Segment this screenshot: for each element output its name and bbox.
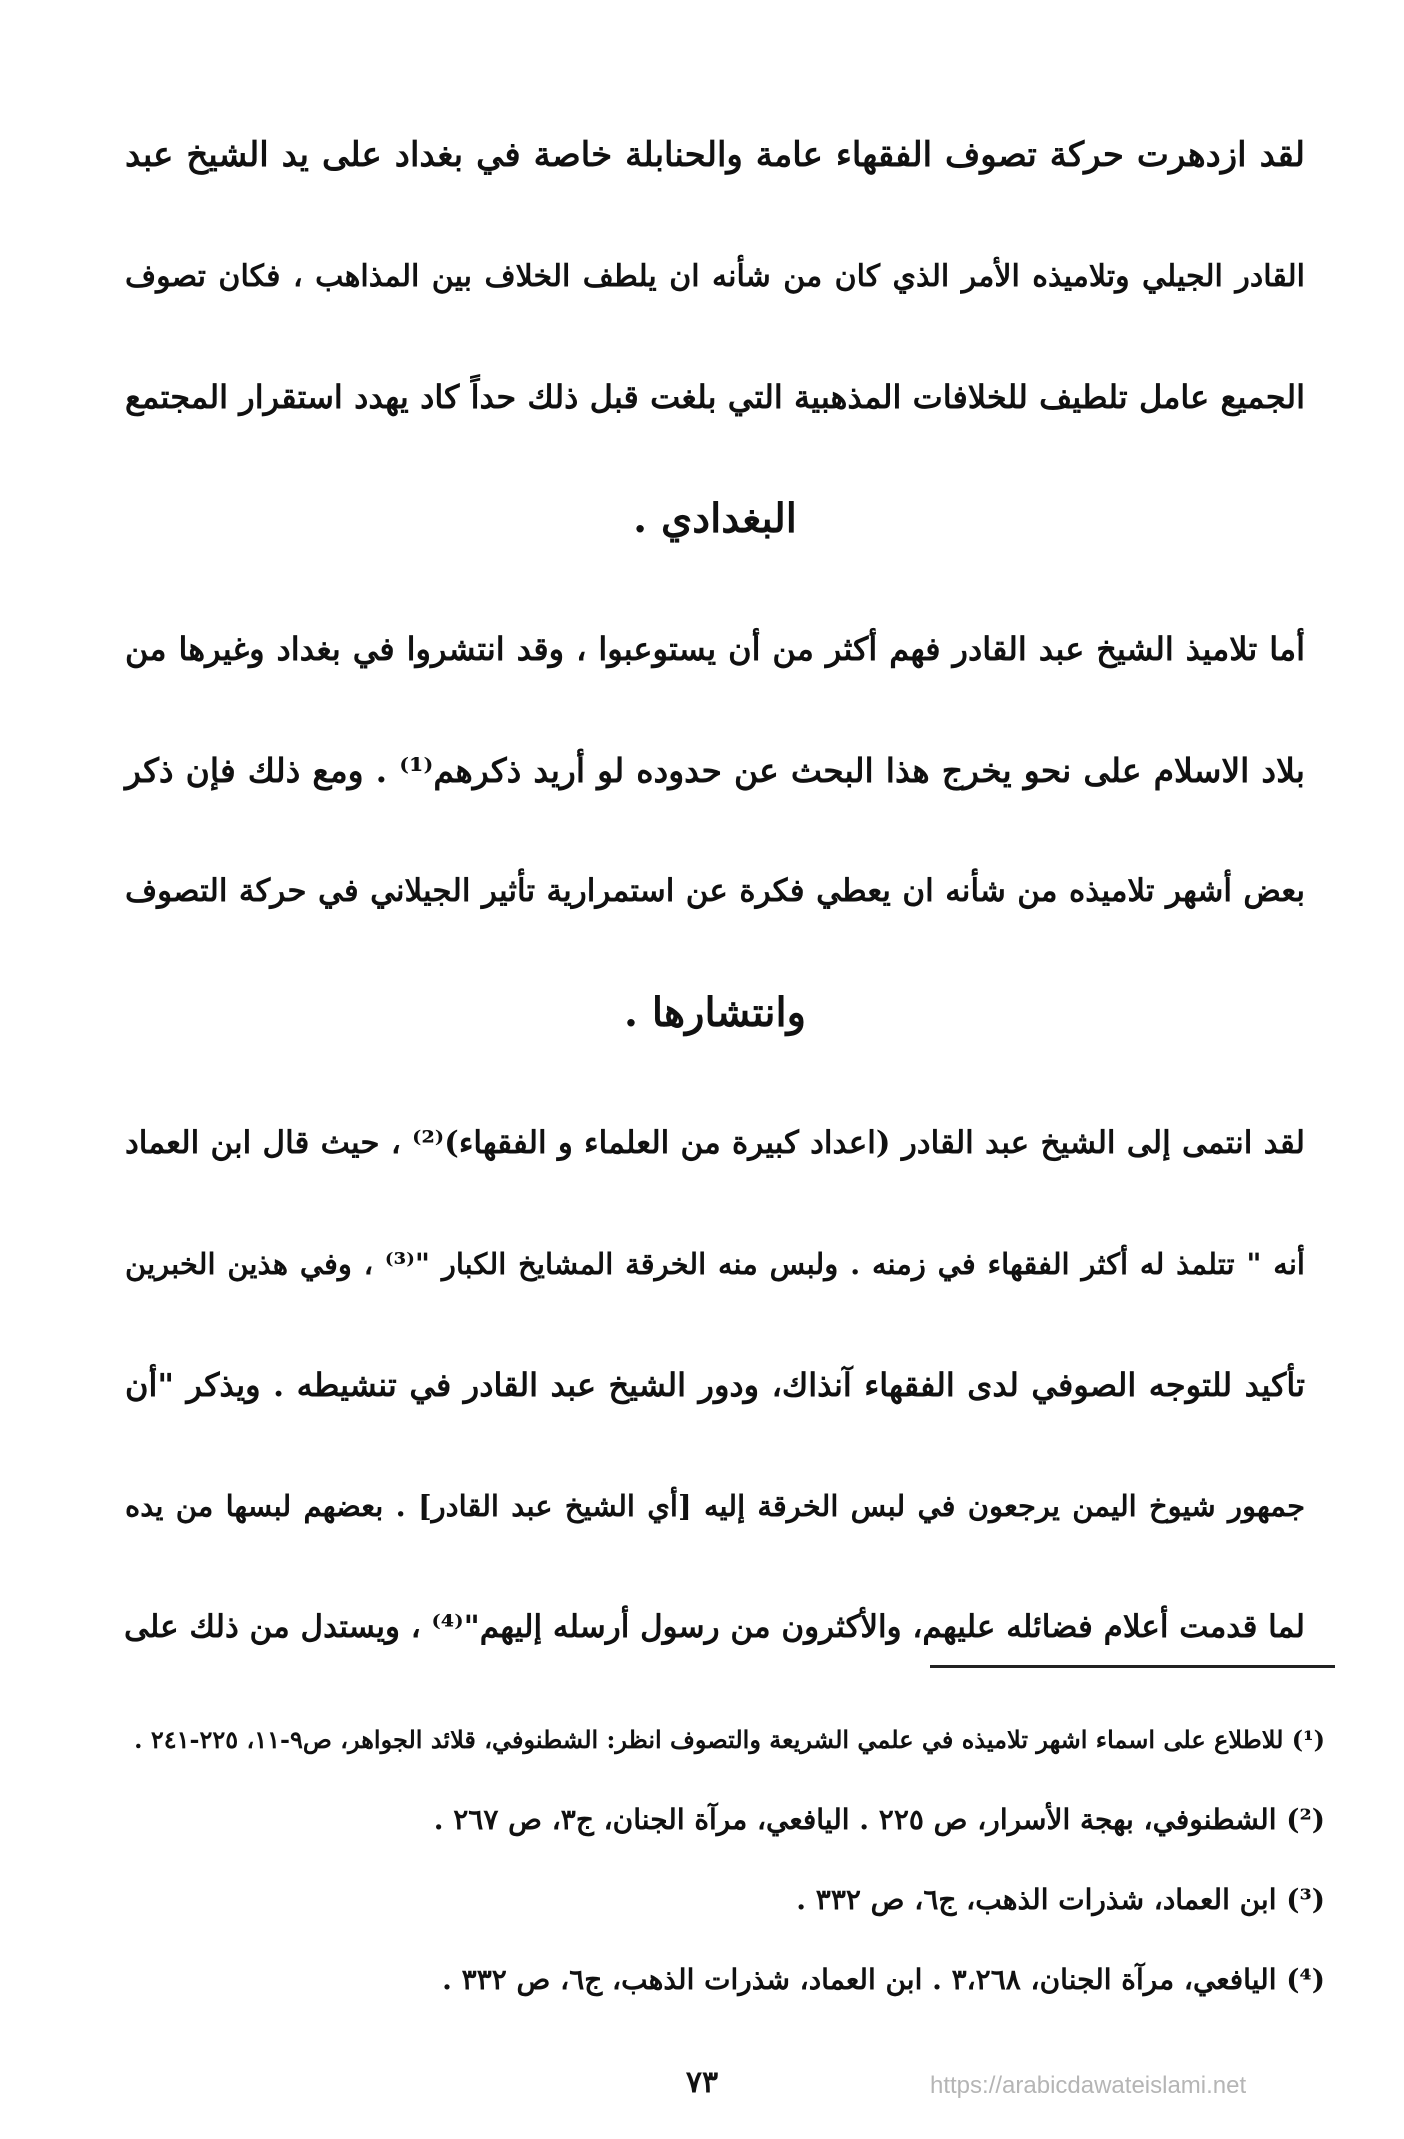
watermark-url: https://arabicdawateislami.net [930,2072,1247,2099]
text-line: وانتشارها . [624,989,806,1036]
body-text [125,95,1305,1698]
footnotes [125,1700,1325,2020]
paragraph-3 [125,1083,1305,1688]
footnote-2: (²) الشطنوفي، بهجة الأسرار، ص ٢٢٥ . اليافعي، مرآة الجنان، ج٣، ص ٢٦٧ . [433,1803,1325,1836]
text-line: القادر الجيلي وتلاميذه الأمر الذي كان من شأنه ان يلطف الخلاف بين المذاهب ، فكان تصوف [125,259,1305,294]
text-line: تأكيد للتوجه الصوفي لدى الفقهاء آنذاك، ودور الشيخ عبد القادر في تنشيطه . ويذكر "أن [125,1366,1305,1404]
paragraph-1 [125,95,1305,579]
text-line: الجميع عامل تلطيف للخلافات المذهبية التي بلغت قبل ذلك حداً كاد يهدد استقرار المجتمع [125,378,1305,416]
text-line: البغدادي . [633,495,797,542]
text-line: بعض أشهر تلاميذه من شأنه ان يعطي فكرة عن استمرارية تأثير الجيلاني في حركة التصوف [125,873,1305,909]
footnote-divider [930,1665,1335,1668]
footnote-4: (⁴) اليافعي، مرآة الجنان، ٣،٢٦٨ . ابن العماد، شذرات الذهب، ج٦، ص ٣٣٢ . [442,1963,1325,1996]
page-number: ٧٣ [685,2065,719,2100]
paragraph-2 [125,589,1305,1073]
text-line: لقد ازدهرت حركة تصوف الفقهاء عامة والحنابلة خاصة في بغداد على يد الشيخ عبد [125,135,1305,175]
text-line: لما قدمت أعلام فضائله عليهم، والأكثرون من رسول أرسله إليهم"⁽⁴⁾ ، ويستدل من ذلك على [124,1609,1305,1645]
footnote-1: (¹) للاطلاع على اسماء اشهر تلاميذه في علمي الشريعة والتصوف انظر: الشطنوفي، قلائد الجواهر، ص٩-١١، ٢٢٥-٢٤١ . [134,1725,1325,1754]
text-line: أما تلاميذ الشيخ عبد القادر فهم أكثر من أن يستوعبوا ، وقد انتشروا في بغداد وغيرها من [125,630,1305,668]
text-line: بلاد الاسلام على نحو يخرج هذا البحث عن حدوده لو أريد ذكرهم⁽¹⁾ . ومع ذلك فإن ذكر [125,751,1305,790]
footnote-3: (³) ابن العماد، شذرات الذهب، ج٦، ص ٣٣٢ . [796,1883,1325,1916]
text-line: جمهور شيوخ اليمن يرجعون في لبس الخرقة إليه [أي الشيخ عبد القادر] . بعضهم لبسها من يده [125,1489,1305,1523]
text-line: لقد انتمى إلى الشيخ عبد القادر (اعداد كبيرة من العلماء و الفقهاء)⁽²⁾ ، حيث قال ابن العماد [125,1125,1305,1161]
text-line: أنه " تتلمذ له أكثر الفقهاء في زمنه . ولبس منه الخرقة المشايخ الكبار "⁽³⁾ ، وفي هذين الخبرين [125,1247,1305,1281]
